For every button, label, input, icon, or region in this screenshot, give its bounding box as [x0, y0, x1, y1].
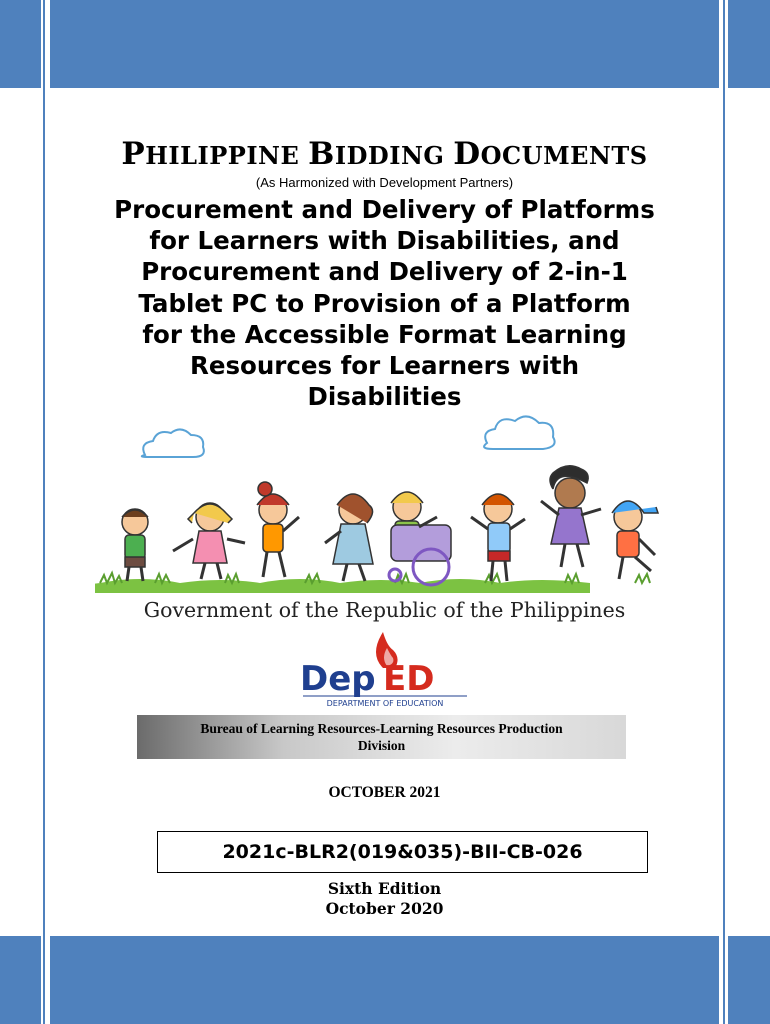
project-title-line: Resources for Learners with: [189, 351, 580, 381]
child-figure: [471, 494, 525, 581]
government-name: Government of the Republic of the Philippines: [143, 598, 626, 622]
top-right-band: [728, 0, 770, 88]
project-title-line: Procurement and Delivery of Platforms: [114, 195, 655, 224]
edition-date: October 2020: [325, 899, 444, 918]
bureau-line: Division: [357, 738, 406, 753]
top-left-band: [0, 0, 41, 88]
cloud-icon: [484, 416, 555, 449]
right-border-line: [723, 0, 725, 1024]
child-figure: [541, 466, 601, 567]
reference-number-box: 2021c-BLR2(019&035)-BII-CB-026: [157, 831, 648, 873]
project-title-line: Tablet PC to Provision of a Platform: [138, 288, 631, 318]
children-playing-illustration: [95, 405, 675, 600]
top-band: [50, 0, 719, 88]
edition-line: Sixth Edition: [327, 879, 442, 898]
bottom-right-band: [728, 936, 770, 1024]
svg-text:ED: ED: [383, 659, 435, 699]
edition-info: [50, 879, 719, 919]
project-title-line: Disabilities: [307, 382, 462, 412]
bottom-left-band: [0, 936, 41, 1024]
project-title-line: for Learners with Disabilities, and: [149, 226, 620, 256]
left-border-line: [43, 0, 45, 1024]
deped-logo: [295, 630, 475, 710]
child-figure: [173, 503, 245, 579]
bottom-band: [50, 936, 719, 1024]
bureau-banner: [137, 715, 626, 759]
project-title: [50, 194, 719, 412]
project-title-line: for the Accessible Format Learning: [142, 319, 627, 349]
child-figure: [257, 482, 299, 577]
child-figure: [122, 509, 148, 581]
deped-wordmark: Dep: [300, 659, 376, 699]
child-figure: [325, 494, 373, 581]
deped-tagline: DEPARTMENT OF EDUCATION: [326, 699, 444, 708]
issue-date: OCTOBER 2021: [328, 784, 441, 801]
document-subtitle: (As Harmonized with Development Partners): [255, 175, 514, 190]
project-title-line: Procurement and Delivery of 2-in-1: [141, 257, 628, 287]
bureau-line: Bureau of Learning Resources-Learning Resources Production: [200, 721, 563, 736]
cloud-icon: [142, 429, 204, 457]
document-title: PHILIPPINE BIDDING DOCUMENTS: [121, 136, 648, 172]
child-figure: [612, 501, 658, 579]
wheelchair-child-figure: [389, 492, 451, 585]
